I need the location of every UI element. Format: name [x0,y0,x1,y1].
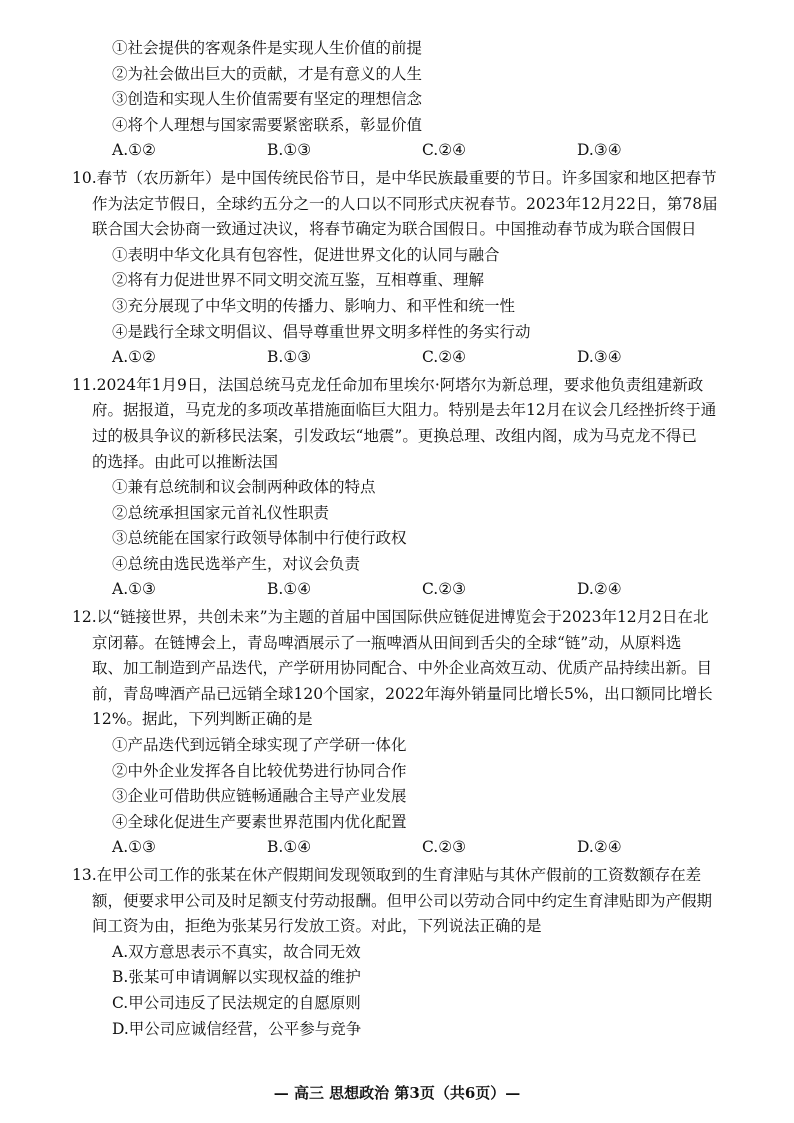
q9-statement-1: ①社会提供的客观条件是实现人生价值的前提 [112,39,423,57]
q12-stem-line-1: 12.以“链接世界，共创未来”为主题的首届中国国际供应链促进博览会于2023年12月2日在北 [72,608,709,627]
q10-statement-2: ②将有力促进世界不同文明交流互鉴，互相尊重、理解 [112,271,485,290]
q12-stem-line-4: 前，青岛啤酒产品已远销全球120个国家，2022年海外销量同比增长5%，出口额同比增长 [92,684,713,703]
q9-choice-b[interactable]: B.①③ [267,141,312,160]
q13-option-c[interactable]: C.甲公司违反了民法规定的自愿原则 [112,993,361,1012]
q11-choice-a[interactable]: A.①③ [112,580,156,599]
q13-stem-line-3: 间工资为由，拒绝为张某另行发放工资。对此，下列说法正确的是 [92,917,542,936]
q12-choices [92,835,734,861]
q13-option-a[interactable]: A.双方意思表示不真实，故合同无效 [112,942,361,961]
q10-stem-line-3: 联合国大会协商一致通过决议，将春节确定为联合国假日。中国推动春节成为联合国假日 [92,220,697,239]
q13-stem-line-2: 额，便要求甲公司及时足额支付劳动报酬。但甲公司以劳动合同中约定生育津贴即为产假期 [92,891,713,910]
q12-statement-4: ④全球化促进生产要素世界范围内优化配置 [112,812,407,831]
q11-statement-3: ③总统能在国家行政领导体制中行使行政权 [112,529,407,548]
q11-statement-2: ②总统承担国家元首礼仪性职责 [112,503,330,522]
q10-choices [92,345,734,371]
q9-statement-2: ②为社会做出巨大的贡献，才是有意义的人生 [112,64,423,83]
q10-statement-4: ④是践行全球文明倡议、倡导尊重世界文明多样性的务实行动 [112,322,531,341]
q9-choices [92,138,734,164]
q13-option-d[interactable]: D.甲公司应诚信经营，公平参与竞争 [112,1019,362,1038]
q10-statement-3: ③充分展现了中华文明的传播力、影响力、和平性和统一性 [112,296,516,315]
q13-option-b[interactable]: B.张某可申请调解以实现权益的维护 [112,968,361,987]
q11-choices [92,577,734,603]
q10-statement-1: ①表明中华文化具有包容性，促进世界文化的认同与融合 [112,245,500,264]
q10-stem-line-2: 作为法定节假日，全球约五分之一的人口以不同形式庆祝春节。2023年12月22日，第78届 [92,194,718,213]
q12-statement-1: ①产品迭代到远销全球实现了产学研一体化 [112,736,407,755]
q11-stem-line-3: 过的极具争议的新移民法案，引发政坛“地震”。更换总理、改组内阁，成为马克龙不得已 [92,426,697,445]
q11-stem-line-2: 府。据报道，马克龙的多项改革措施面临巨大阻力。特别是去年12月在议会几经挫折终于通 [92,401,717,420]
q9-statement-3: ③创造和实现人生价值需要有坚定的理想信念 [112,90,423,109]
q10-stem-line-1: 10.春节（农历新年）是中国传统民俗节日，是中华民族最重要的节日。许多国家和地区把春节 [72,168,717,187]
q9-choice-d[interactable]: D.③④ [577,141,622,160]
q11-choice-d[interactable]: D.②④ [577,580,622,599]
question-10-block [72,166,734,371]
q12-statement-3: ③企业可借助供应链畅通融合主导产业发展 [112,787,407,806]
question-13-block [72,863,734,1042]
q12-stem-line-5: 12%。据此，下列判断正确的是 [92,710,313,729]
q9-choice-a[interactable]: A.①② [112,141,156,160]
page-footer: — 高三 思想政治 第3页（共6页）— [273,1084,521,1102]
q11-stem-line-4: 的选择。由此可以推断法国 [92,452,279,471]
q12-choice-c[interactable]: C.②③ [422,838,467,857]
q10-choice-b[interactable]: B.①③ [267,348,312,367]
q11-choice-c[interactable]: C.②③ [422,580,467,599]
q10-choice-a[interactable]: A.①② [112,348,156,367]
question-12-block [72,605,734,861]
q12-stem-line-3: 取、加工制造到产品迭代，产学研用协同配合、中外企业高效互动、优质产品持续出新。目 [92,659,713,678]
q12-choice-d[interactable]: D.②④ [577,838,622,857]
q12-choice-a[interactable]: A.①③ [112,838,156,857]
q11-stem-line-1: 11.2024年1月9日，法国总统马克龙任命加布里埃尔·阿塔尔为新总理，要求他负责组建新政 [72,375,704,394]
q12-choice-b[interactable]: B.①④ [267,838,312,857]
question-11-block [72,373,734,603]
q12-statement-2: ②中外企业发挥各自比较优势进行协同合作 [112,761,407,780]
q9-choice-c[interactable]: C.②④ [422,141,467,160]
q13-stem-line-1: 13.在甲公司工作的张某在休产假期间发现领取到的生育津贴与其休产假前的工资数额存在差 [72,866,702,884]
q11-statement-1: ①兼有总统制和议会制两种政体的特点 [112,478,376,497]
q11-statement-4: ④总统由选民选举产生，对议会负责 [112,554,361,573]
q9-statement-4: ④将个人理想与国家需要紧密联系，彰显价值 [112,115,423,134]
q10-choice-c[interactable]: C.②④ [422,348,467,367]
q10-choice-d[interactable]: D.③④ [577,348,622,367]
q11-choice-b[interactable]: B.①④ [267,580,312,599]
q12-stem-line-2: 京闭幕。在链博会上，青岛啤酒展示了一瓶啤酒从田间到舌尖的全球“链”动，从原料选 [92,633,682,652]
question-9-block [92,0,734,164]
